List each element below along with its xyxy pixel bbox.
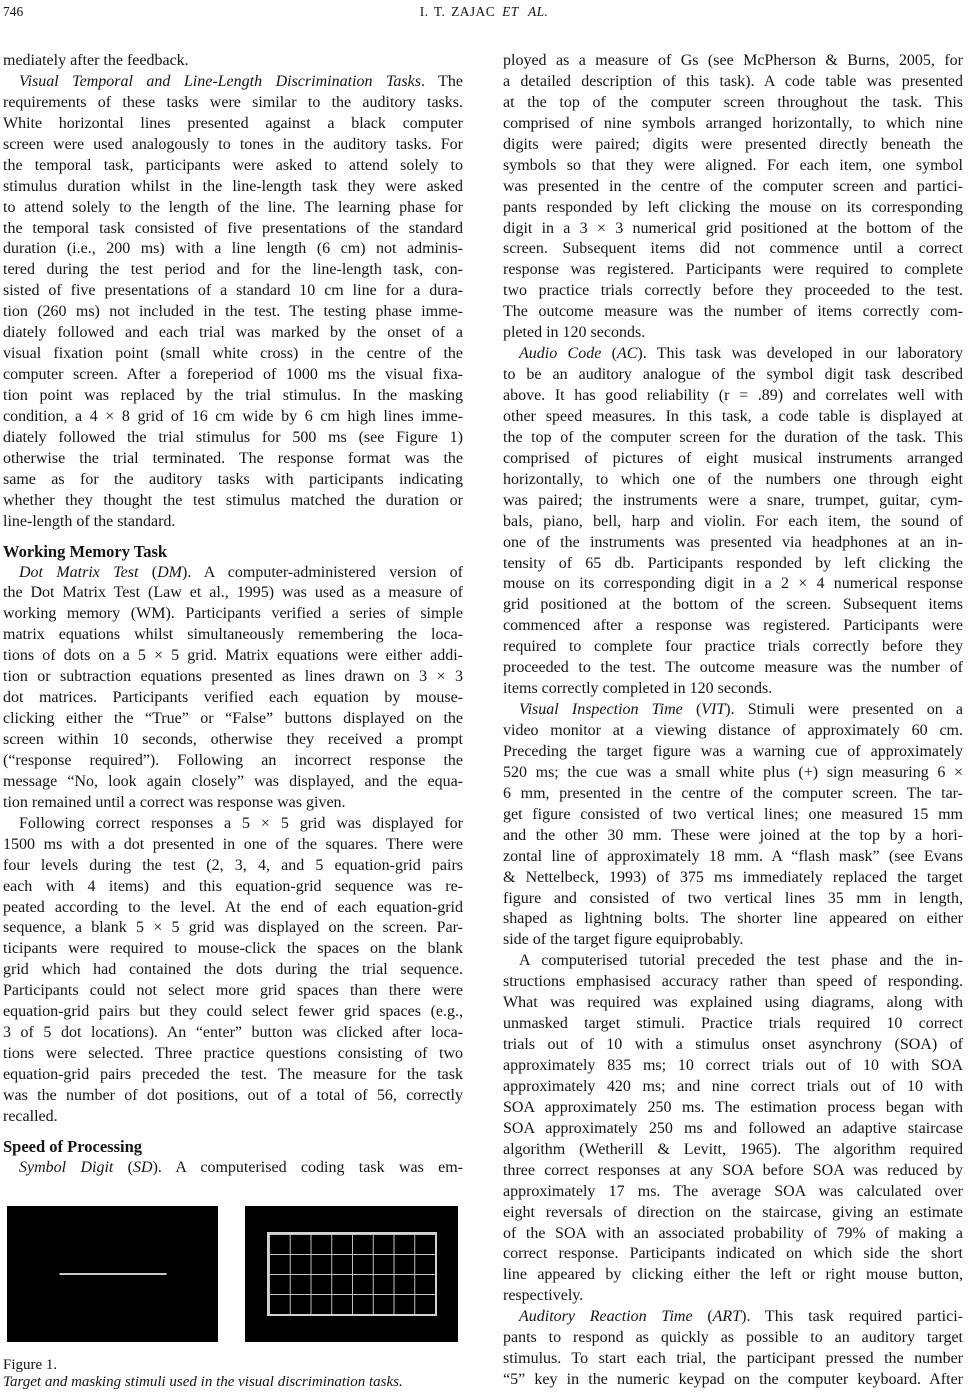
text-segment: trials out of 10 with a stimulus onset asynchrony (SOA) of xyxy=(503,1036,963,1054)
target-stimulus-panel xyxy=(7,1206,218,1342)
text-segment: side of the target figure equiprobably. xyxy=(503,931,744,949)
text-line xyxy=(503,449,963,470)
text-line xyxy=(3,1107,463,1128)
figure-caption-label: Figure 1. xyxy=(3,1356,58,1373)
text-segment: VIT xyxy=(701,701,726,719)
text-segment: algorithm (Wetherill & Levitt, 1965). The algorithm required xyxy=(503,1140,963,1158)
figure-panels xyxy=(7,1206,463,1342)
text-segment: tions of dots on a 5 × 5 grid. Matrix equations were either addi- xyxy=(3,647,463,665)
text-line xyxy=(503,1328,963,1349)
text-line xyxy=(503,658,963,679)
text-line xyxy=(503,302,963,323)
text-segment: Dot Matrix Test xyxy=(19,563,139,581)
text-segment: 3 of 5 dot locations). An “enter” button was clicked after loca- xyxy=(3,1024,463,1042)
text-segment: ART xyxy=(712,1308,742,1326)
text-line xyxy=(503,1307,963,1328)
text-line xyxy=(503,219,963,240)
text-line xyxy=(3,323,463,344)
text-line xyxy=(3,72,463,93)
text-segment: above. It has good reliability (r = .89) and correlates well with xyxy=(503,387,963,404)
text-segment: tion or subtraction equations presented as lines drawn on 3 × 3 xyxy=(3,668,463,686)
left-column-text xyxy=(3,51,463,1179)
target-line xyxy=(59,1273,166,1275)
text-segment: figure and consisted of two vertical lines 35 mm in length, xyxy=(503,889,963,907)
text-segment: structions emphasised accuracy rather than speed of responding. xyxy=(503,973,963,991)
text-line xyxy=(3,470,463,491)
text-segment: same as for the auditory tasks with participants indicating xyxy=(3,470,463,488)
text-line xyxy=(503,1182,963,1203)
text-line xyxy=(503,637,963,658)
text-line xyxy=(503,868,963,889)
text-segment: The outcome measure was the number of items correctly com- xyxy=(503,303,963,321)
text-line xyxy=(503,826,963,847)
text-segment: SD xyxy=(133,1158,153,1176)
text-segment: DM xyxy=(157,563,182,581)
text-segment: respectively. xyxy=(503,1287,584,1305)
text-segment: recalled. xyxy=(3,1107,58,1125)
text-line xyxy=(3,835,463,856)
text-segment: ( xyxy=(682,701,702,719)
text-segment: video monitor at a viewing distance of approximately 60 cm. xyxy=(503,722,963,739)
text-segment: working memory (WM). Participants verified a series of simple xyxy=(3,605,463,623)
text-line xyxy=(503,470,963,491)
text-line xyxy=(503,554,963,575)
text-line xyxy=(503,930,963,951)
text-line xyxy=(3,281,463,302)
text-line xyxy=(3,198,463,219)
right-column-text xyxy=(503,51,963,1391)
text-line xyxy=(3,51,463,72)
text-line xyxy=(503,679,963,700)
text-line xyxy=(3,407,463,428)
text-segment: equation-grid pairs but they could select fewer grid spaces (e.g., xyxy=(3,1003,463,1021)
text-line xyxy=(503,1140,963,1161)
text-line xyxy=(503,1244,963,1265)
text-segment: mouse on its corresponding digit in a 2 × 4 numerical response xyxy=(503,575,963,593)
text-segment: the top of the computer screen for the duration of the task. This xyxy=(503,428,963,446)
text-line xyxy=(3,1002,463,1023)
text-line xyxy=(503,114,963,135)
text-segment: and the other 30 mm. These were joined at the top by a hori- xyxy=(503,826,963,844)
text-segment: two practice trials correctly before they proceeded to the test. xyxy=(503,282,963,300)
text-segment: of the SOA with an associated probability of 79% of making a xyxy=(503,1224,963,1242)
text-line xyxy=(503,1014,963,1035)
text-segment: A computerised tutorial preceded the test phase and the in- xyxy=(519,952,963,970)
left-column xyxy=(3,51,463,1391)
text-line xyxy=(3,156,463,177)
paragraph xyxy=(503,700,963,951)
text-segment: matrix equations whilst simultaneously remembering the loca- xyxy=(3,626,463,644)
text-segment: grid positioned at the bottom of the screen. Subsequent items xyxy=(503,596,963,614)
text-segment: correct response. Participants indicated on which side the short xyxy=(503,1245,963,1263)
text-segment: message “No, look again closely” was displayed, and the equa- xyxy=(3,772,463,790)
text-line xyxy=(3,583,463,604)
text-segment: eight reversals of direction on the staircase, giving an estimate xyxy=(503,1203,963,1221)
text-segment: Audio Code xyxy=(519,345,602,363)
text-segment: whether they thought the test stimulus matched the duration or xyxy=(3,491,463,509)
text-line xyxy=(3,428,463,449)
text-segment: stimulus. To start each trial, the participant pressed the number xyxy=(503,1350,963,1368)
text-segment: ( xyxy=(601,345,617,363)
text-line xyxy=(503,135,963,156)
text-segment: was presented in the centre of the computer screen and partici- xyxy=(503,177,963,195)
text-line xyxy=(3,512,463,533)
text-line xyxy=(3,219,463,240)
text-segment: the Dot Matrix Test (Law et al., 1995) was used as a measure of xyxy=(3,584,463,602)
running-head-authors: I. T. ZAJAC xyxy=(419,4,496,19)
text-line xyxy=(3,751,463,772)
text-line xyxy=(503,742,963,763)
text-line xyxy=(503,1349,963,1370)
text-segment: ( xyxy=(138,563,158,581)
text-line xyxy=(3,177,463,198)
mask-grid xyxy=(267,1232,437,1316)
text-line xyxy=(503,1161,963,1182)
text-line xyxy=(3,856,463,877)
text-line xyxy=(503,784,963,805)
text-line xyxy=(503,616,963,637)
text-segment: 1500 ms with a dot presented in one of the squares. There were xyxy=(3,835,463,853)
text-segment: to be an auditory analogue of the symbol digit task described xyxy=(503,366,963,384)
text-segment: bals, piano, bell, harp and violin. For each item, the sound of xyxy=(503,512,963,530)
text-segment: Preceding the target figure was a warning cue of approximately xyxy=(503,742,963,760)
text-line xyxy=(503,323,963,344)
paragraph xyxy=(503,51,963,344)
text-line xyxy=(3,1158,463,1179)
text-segment: get figure consisted of two vertical lines; one measured 15 mm xyxy=(503,805,963,823)
paragraph xyxy=(3,72,463,533)
text-line xyxy=(503,1056,963,1077)
text-segment: condition, a 4 × 8 grid of 16 cm wide by 6 cm high lines imme- xyxy=(3,407,463,425)
text-line xyxy=(503,909,963,930)
paragraph xyxy=(503,344,963,700)
paragraph xyxy=(3,563,463,814)
text-line xyxy=(3,730,463,751)
text-line xyxy=(3,239,463,260)
masking-stimulus-panel xyxy=(245,1206,458,1342)
text-line xyxy=(3,604,463,625)
text-segment: Auditory Reaction Time xyxy=(519,1308,693,1326)
paragraph xyxy=(3,814,463,1128)
text-line xyxy=(503,177,963,198)
text-line xyxy=(3,793,463,814)
text-segment: tion remained until a correct was response was given. xyxy=(3,793,346,811)
text-line xyxy=(503,595,963,616)
text-line xyxy=(3,563,463,584)
text-line xyxy=(503,512,963,533)
text-segment: stimulus duration whilst in the line-length task they were asked xyxy=(3,177,463,195)
text-line xyxy=(503,721,963,742)
text-segment: line-length of the standard. xyxy=(3,512,176,530)
text-segment: approximately 17 ms. The average SOA was calculated over xyxy=(503,1182,963,1200)
text-segment: tensity of 65 db. Participants responded by left clicking the xyxy=(503,554,963,572)
text-segment: SOA approximately 250 ms and followed an adaptive staircase xyxy=(503,1119,963,1137)
text-segment: was the number of dot positions, out of a total of 56, correctly xyxy=(3,1086,463,1104)
text-segment: tions were selected. Three practice questions consisting of two xyxy=(3,1045,463,1063)
right-column xyxy=(503,51,963,1391)
text-line xyxy=(503,156,963,177)
text-segment: proceeded to the test. The outcome measure was the number of xyxy=(503,659,963,677)
text-segment: Visual Inspection Time xyxy=(519,701,683,719)
text-line xyxy=(503,260,963,281)
text-segment: clicking either the “True” or “False” buttons displayed on the xyxy=(3,710,463,728)
text-segment: response was registered. Participants were required to complete xyxy=(503,261,963,279)
text-segment: Following correct responses a 5 × 5 grid was displayed for xyxy=(19,814,463,832)
text-segment: . The xyxy=(420,72,463,90)
text-segment: pleted in 120 seconds. xyxy=(503,324,646,342)
text-segment: ). This task was developed in our laboratory xyxy=(637,345,963,363)
text-segment: approximately 420 ms; and nine correct trials out of 10 with xyxy=(503,1077,963,1095)
text-line xyxy=(503,1224,963,1245)
running-head xyxy=(0,3,968,20)
figure-caption-text: Target and masking stimuli used in the visual discrimination tasks. xyxy=(3,1373,403,1390)
paragraph xyxy=(3,1158,463,1179)
text-line xyxy=(503,1265,963,1286)
text-segment: 6 mm, presented in the centre of the computer screen. The tar- xyxy=(503,784,963,802)
text-segment: sisted of five presentations of a standard 10 cm line for a dura- xyxy=(3,282,463,300)
text-segment: ( xyxy=(113,1158,134,1176)
text-segment: commenced after a response was registered. Participants were xyxy=(503,617,963,635)
text-line xyxy=(3,772,463,793)
text-segment: ). A computerised coding task was em- xyxy=(152,1158,463,1176)
text-segment: Visual Temporal and Line-Length Discrimination Tasks xyxy=(19,72,421,90)
text-line xyxy=(503,365,963,386)
text-line xyxy=(503,1119,963,1140)
section-heading: Speed of Processing xyxy=(3,1136,143,1156)
text-segment: mediately after the feedback. xyxy=(3,52,189,69)
text-line xyxy=(3,877,463,898)
text-segment: other speed measures. In this task, a code table is displayed at xyxy=(503,407,963,425)
text-segment: sequence, a blank 5 × 5 grid was displayed on the screen. Par- xyxy=(3,919,463,937)
text-line xyxy=(503,1077,963,1098)
text-line xyxy=(503,1286,963,1307)
text-line xyxy=(3,344,463,365)
text-line xyxy=(3,814,463,835)
text-line xyxy=(3,1023,463,1044)
text-line xyxy=(3,688,463,709)
text-segment: digits were paired; digits were presented directly beneath the xyxy=(503,135,963,153)
text-line xyxy=(503,239,963,260)
text-line xyxy=(503,72,963,93)
text-segment: one of the instruments was presented via headphones at an in- xyxy=(503,533,963,551)
text-line xyxy=(3,114,463,135)
text-line xyxy=(503,574,963,595)
text-line xyxy=(503,1035,963,1056)
text-line xyxy=(3,302,463,323)
text-segment: ). Stimuli were presented on a xyxy=(725,701,963,719)
text-segment: (“response required”). Following an incorrect response the xyxy=(3,751,463,769)
text-segment: the temporal task, participants were asked to attend solely to xyxy=(3,156,463,174)
text-line xyxy=(3,135,463,156)
text-segment: tion point was replaced by the trial stimulus. In the masking xyxy=(3,387,463,404)
text-line xyxy=(503,407,963,428)
text-line xyxy=(3,625,463,646)
text-line xyxy=(3,386,463,407)
text-segment: requirements of these tasks were similar to the auditory tasks. xyxy=(3,93,463,111)
text-line xyxy=(3,709,463,730)
text-line xyxy=(503,951,963,972)
text-segment: comprised of nine symbols arranged horizontally, to which nine xyxy=(503,114,963,132)
text-line xyxy=(503,847,963,868)
text-line xyxy=(503,1203,963,1224)
text-line xyxy=(3,1065,463,1086)
text-segment: symbols so that they were aligned. For each item, one symbol xyxy=(503,156,963,174)
text-segment: tion (260 ms) not included in the test. The testing phase imme- xyxy=(3,303,463,321)
text-segment: tered during the test period and for the line-length task, con- xyxy=(3,261,463,279)
text-segment: digit in a 3 × 3 numerical grid positioned at the bottom of the xyxy=(503,219,963,237)
text-segment: approximately 835 ms; 10 correct trials out of 10 with SOA xyxy=(503,1057,963,1074)
text-segment: ). This task required partici- xyxy=(741,1308,963,1326)
text-segment: required to complete four practice trials correctly before they xyxy=(503,638,963,656)
text-line xyxy=(503,805,963,826)
text-segment: the temporal task consisted of five presentations of the standard xyxy=(3,219,463,237)
text-line xyxy=(503,51,963,72)
text-segment: shaped as lightning bolts. The shorter line appeared on either xyxy=(503,910,963,928)
text-segment: & Nettelbeck, 1993) of 375 ms immediately replaced the target xyxy=(503,868,963,886)
text-line xyxy=(3,981,463,1002)
text-line xyxy=(3,960,463,981)
text-line xyxy=(503,533,963,554)
text-segment: equation-grid pairs preceded the test. The measure for the task xyxy=(3,1066,463,1084)
text-segment: visual fixation point (small white cross) in the centre of the xyxy=(3,345,463,363)
text-line xyxy=(503,281,963,302)
text-segment: ( xyxy=(692,1308,713,1326)
text-segment: diately followed and each trial was marked by the onset of a xyxy=(3,324,463,342)
text-segment: at the top of the computer screen throughout the task. This xyxy=(503,93,963,111)
text-segment: dot matrices. Participants verified each equation by mouse- xyxy=(3,689,463,707)
text-line xyxy=(3,1086,463,1107)
text-line xyxy=(503,93,963,114)
text-line xyxy=(503,198,963,219)
text-line xyxy=(503,386,963,407)
paragraph xyxy=(3,51,463,72)
text-segment: What was required was explained using diagrams, along with xyxy=(503,994,963,1012)
text-line xyxy=(503,344,963,365)
text-segment: pants responded by left clicking the mouse on its corresponding xyxy=(503,198,963,216)
text-segment: diately followed the trial stimulus for 500 ms (see Figure 1) xyxy=(3,428,463,446)
text-line xyxy=(3,93,463,114)
section-heading: Working Memory Task xyxy=(3,541,168,561)
text-line xyxy=(503,700,963,721)
text-line xyxy=(3,1044,463,1065)
text-segment: peated according to the level. At the end of each equation-grid xyxy=(3,898,463,916)
text-line xyxy=(3,260,463,281)
text-segment: horizontally, to which one of the numbers one through eight xyxy=(503,470,963,488)
text-segment: 520 ms; the cue was a small white plus (+) sign measuring 6 × xyxy=(503,763,963,781)
page-number: 746 xyxy=(3,4,24,19)
text-segment: grid which had contained the dots during the trial sequence. xyxy=(3,961,463,979)
text-segment: screen were used analogously to tones in the auditory tasks. For xyxy=(3,135,463,153)
text-line xyxy=(503,428,963,449)
text-segment: otherwise the trial terminated. The response format was the xyxy=(3,449,463,467)
text-line xyxy=(503,1370,963,1391)
text-segment: computer screen. After a foreperiod of 1000 ms the visual fixa- xyxy=(3,366,463,384)
text-segment: three correct responses at any SOA before SOA was reduced by xyxy=(503,1161,963,1179)
text-segment: SOA approximately 250 ms. The estimation process began with xyxy=(503,1098,963,1116)
text-segment: items correctly completed in 120 seconds. xyxy=(503,680,773,698)
text-line xyxy=(3,667,463,688)
text-line xyxy=(3,646,463,667)
text-segment: screen within 10 seconds, otherwise they received a prompt xyxy=(3,731,463,749)
text-line xyxy=(503,972,963,993)
text-segment: each with 4 items) and this equation-grid sequence was re- xyxy=(3,877,463,895)
text-segment: screen. Subsequent items did not commence until a correct xyxy=(503,240,963,258)
text-segment: a detailed description of this task). A code table was presented xyxy=(503,72,963,90)
paragraph xyxy=(503,951,963,1307)
text-line xyxy=(503,993,963,1014)
text-segment: pants to respond as quickly as possible to an auditory target xyxy=(503,1329,963,1347)
text-line xyxy=(3,939,463,960)
text-segment: comprised of pictures of eight musical instruments arranged xyxy=(503,449,963,467)
text-segment: to attend solely to the length of the line. The learning phase for xyxy=(3,198,463,216)
text-segment: duration (i.e., 200 ms) with a line length (6 cm) not adminis- xyxy=(3,240,463,258)
text-line xyxy=(3,898,463,919)
text-segment: Symbol Digit xyxy=(19,1158,114,1176)
text-segment: ). A computer-administered version of xyxy=(182,563,463,581)
text-line xyxy=(503,889,963,910)
text-segment: Participants could not select more grid spaces than there were xyxy=(3,982,463,1000)
text-segment: four levels during the test (2, 3, 4, and 5 equation-grid pairs xyxy=(3,856,463,874)
text-segment: was paired; the instruments were a snare, trumpet, guitar, cym- xyxy=(503,491,963,509)
text-line xyxy=(3,365,463,386)
text-segment: unmasked target stimuli. Practice trials required 10 correct xyxy=(503,1015,963,1033)
text-line xyxy=(503,491,963,512)
text-segment: AC xyxy=(616,345,638,363)
text-segment: “5” key in the numeric keypad on the computer keyboard. After xyxy=(503,1371,963,1389)
text-segment: zontal line of approximately 18 mm. A “flash mask” (see Evans xyxy=(503,847,963,865)
text-line xyxy=(503,763,963,784)
text-line xyxy=(3,491,463,512)
text-line xyxy=(3,449,463,470)
text-segment: ployed as a measure of Gs (see McPherson & Burns, 2005, for xyxy=(503,52,963,69)
text-line xyxy=(503,1098,963,1119)
text-segment: ticipants were required to mouse-click the spaces on the blank xyxy=(3,940,463,958)
paragraph xyxy=(503,1307,963,1391)
text-segment: line appeared by clicking either the left or right mouse button, xyxy=(503,1266,963,1284)
text-line xyxy=(3,918,463,939)
running-head-etal: ET AL. xyxy=(502,4,549,19)
text-segment: White horizontal lines presented against a black computer xyxy=(3,114,463,132)
